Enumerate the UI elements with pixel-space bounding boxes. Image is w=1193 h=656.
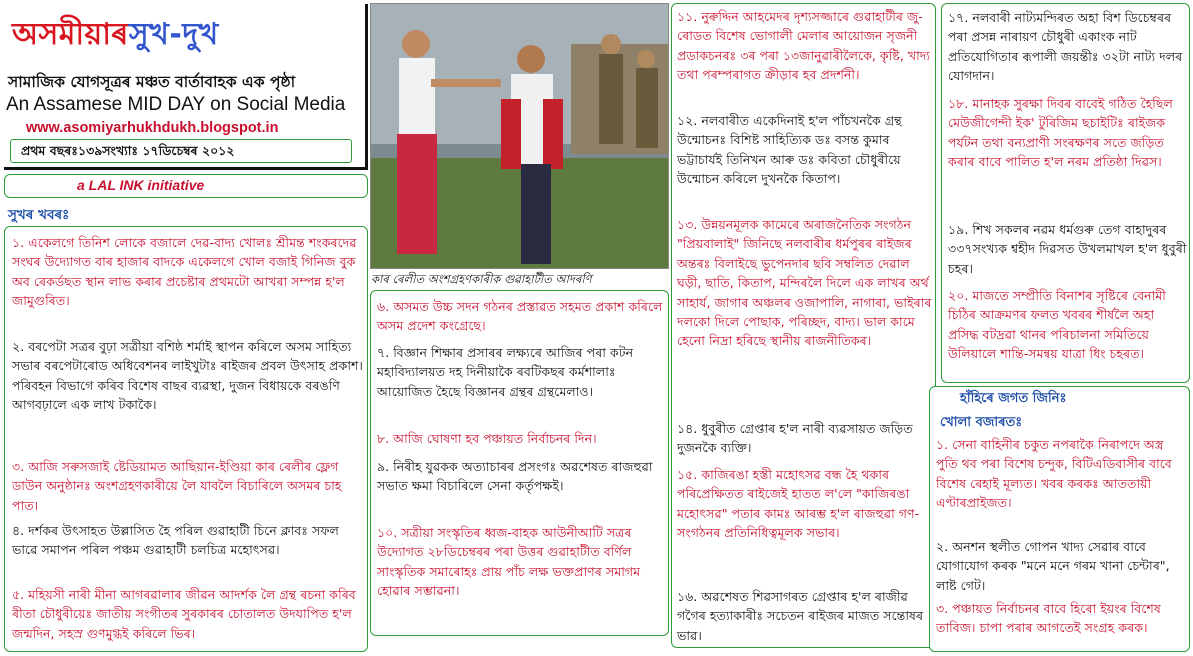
news-item: ১৮. মানাহক সুৰক্ষা দিবৰ বাবেই গঠিত হৈছিল মেউজীগেন্দী ইক' টুৰিজিম ছচাইটিঃ ৰাইজক পৰ্যটন তথা বন্যপ্ৰাণী সংৰক্ষণৰ সতে জড়িত কৰাৰ বাবে পালিত হ'ল নৰম প্ৰতিষ্ঠা দিৱস। <box>948 96 1173 170</box>
news-item: ৩. আজি সৰুসজাই ষ্টেডিয়ামত আছিয়ান-ইণ্ডিয়া কাৰ ৰেলীৰ ফ্লেগ ডাউন অনুষ্ঠানঃ অংশগ্ৰহণকাৰীয়ে লৈ যাবলৈ বিচাৰিলে অসমৰ চাহ পাত। <box>12 459 342 513</box>
news-box-col4 <box>941 3 1190 383</box>
news-item: ৭. বিজ্ঞান শিক্ষাৰ প্ৰসাৰৰ লক্ষ্যৰে আজিৰ পৰা কটন মহাবিদ্যালয়ত দহ দিনীয়াকৈ ৰবটিকছৰ কৰ্মশালাঃ আয়োজিত হৈছে বিজ্ঞানৰ গ্ৰন্থৰ গ্ৰন্থমেলাও। <box>377 345 634 399</box>
ad-item: ৩. পঞ্চায়ত নিৰ্বাচনৰ বাবে হিৰো ইয়ংৰ বিশেষ তাবিজ। চাপা পৰাৰ আগতেই সংগ্ৰহ কৰক। <box>936 601 1161 636</box>
ad-item: ২. অনশন স্থলীত গোপন খাদ্য সেৱাৰ বাবে যোগাযোগ কৰক "মনে মনে গৰম খানা চেন্টাৰ", লাষ্ট গেট। <box>936 539 1170 593</box>
news-item: ১২. নলবাৰীত একেদিনাই হ'ল পাঁচখনকৈ গ্ৰন্থ উন্মোচনঃ বিশিষ্ট সাহিত্যিক ডঃ বসন্ত কুমাৰ ভট্টাচাৰ্যই তিনিখন আৰু ডঃ কবিতা চৌধুৰীয়ে উন্মোচন কৰিলে দুখনকৈ কিতাপ। <box>677 113 902 187</box>
photo-illustration <box>371 4 669 269</box>
humour-heading: হাঁহিৰে জগত জিনিঃ <box>960 391 1067 406</box>
news-item: ১. একেলগে তিনিশ লোকে বজালে দেৱ-বাদ্য খোলঃ শ্ৰীমন্ত শংকৰদেৱ সংঘৰ উদ্যোগত বাৰ হাজাৰ বাদকে একেলগে খোল বজাই গিনিজ বুক অব ৰেকৰ্ডছত স্থান লাভ কৰাৰ প্ৰচেষ্টাৰ প্ৰথমটো আখৰা সম্পন্ন হ'ল জামুগুৰিত। <box>12 235 357 309</box>
news-box-col2 <box>370 290 669 636</box>
news-item: ১০. সত্ৰীয়া সংস্কৃতিৰ ধ্বজ-বাহক আউনীআটি সত্ৰৰ উদ্যোগত ২৮ডিচেম্বৰৰ পৰা উত্তৰ গুৱাহাটীত বৰ্ণিল সাংস্কৃতিক সমাৰোহঃ প্ৰায় পাঁচ লক্ষ ভক্তপ্ৰাণৰ সমাগম হোৱাৰ সম্ভাৱনা। <box>377 525 641 599</box>
tagline-english: An Assamese MID DAY on Social Media <box>6 94 346 115</box>
photo-caption: কাৰ ৰেলীত অংশগ্ৰহণকাৰীক গুৱাহাটীত আদৰণি <box>371 272 592 286</box>
news-item: ১৫. কাজিৰঙা হস্তী মহোৎসৱ বন্ধ হৈ থকাৰ পৰিপ্ৰেক্ষিতত ৰাইজেই হাতত ল'লে "কাজিৰঙা মহোৎসৱ" পতাৰ কামঃ আৰম্ভ হ'ল ৰাজহুৱা গণ-সংগঠনৰ প্ৰতিনিধিত্বমূলক সভাৰ। <box>677 467 920 541</box>
news-item: ১৪. ধুবুৰীত গ্ৰেপ্তাৰ হ'ল নাৰী ব্যৱসায়ত জড়িত দুজনকৈ ব্যক্তি। <box>677 421 913 456</box>
initiative-banner <box>4 174 368 198</box>
news-photo <box>370 3 669 269</box>
news-list-col4 <box>948 8 1187 366</box>
news-item: ১৭. নলবাৰী নাট্যমন্দিৰত অহা বিশ ডিচেম্বৰৰ পৰা প্ৰসন্ন নাৰায়ণ চৌধুৰী একাংক নাট প্ৰতিযোগিতাৰ ৰূপালী জয়ন্তীঃ ৩২টা নাট্য দলৰ যোগদান। <box>948 10 1183 84</box>
issue-info: প্ৰথম বছৰঃ১৩৯সংখ্যাঃ ১৭ডিচেম্বৰ ২০১২ <box>10 139 352 163</box>
news-item: ৯. নিৰীহ যুৱকক অত্যাচাৰৰ প্ৰসংগঃ অৱশেষত ৰাজহুৱা সভাত ক্ষমা বিচাৰিলে সেনা কৰ্তৃপক্ষই। <box>377 459 653 494</box>
news-item: ১৬. অৱশেষত শিৱসাগৰত গ্ৰেপ্তাৰ হ'ল ৰাজীৱ গগৈৰ হত্যাকাৰীঃ সচেতন ৰাইজৰ মাজত সন্তোষৰ ভাৱ। <box>677 589 924 643</box>
title-part-2: সুখ-দুখ <box>128 17 219 52</box>
news-item: ২. বৰপেটা সত্ৰৰ বুঢ়া সত্ৰীয়া বশিষ্ঠ শৰ্মাই স্থাপন কৰিলে অসম সাহিত্য সভাৰ বৰপেটাৰোড অধিবেশনৰ লাইখুটাঃ ৰাইজৰ প্ৰবল উৎসাহ প্ৰকাশ। পৰিবহন বিভাগে কৰিব বিশেষ বাছৰ ব্যৱস্থা, দুজন বিধায়কে বৰঙণি আগবঢ়ালে এক লাখ টকাকৈ। <box>12 339 363 413</box>
news-item: ১১. নুৰুদ্দিন আহমেদৰ দৃশ্যসজ্জাৰে গুৱাহাটীৰ জু-ৰোডত বিশেষ ভোগালী মেলাৰ আয়োজন সৃজনী প্ৰডাকচনৰঃ ৩ৰ পৰা ১৩জানুৱাৰীলৈকে, কৃষ্টি, খাদ্য তথা পৰম্পৰাগত ক্ৰীড়াৰ হব প্ৰদৰ্শনী। <box>677 9 931 83</box>
news-list-col2 <box>377 297 665 603</box>
tagline-assamese: সামাজিক যোগসূত্ৰৰ মঞ্চত বাৰ্তাবাহক এক পৃষ্ঠা <box>8 73 296 91</box>
news-item: ১৩. উন্নয়নমূলক কামেৰে অৰাজনৈতিক সংগঠন "প্ৰিয়বালাই" জিনিছে নলবাৰীৰ ধৰ্মপুৰৰ ৰাইজৰ অন্তৰঃ বিলাইছে ভুপেনদাৰ ছবি সম্বলিত দেৱাল ঘড়ী, ছাতি, কিতাপ, মন্দিৰলৈ দিলে এক লাখৰ অৰ্থ সাহাৰ্য, জাগাৰ অঞ্চলৰ ওজাপালি, নাগাৰা, ভাইৰাৰ দলকো দিলে পোছাক, পৰিচ্ছদ, বাদ্য। ভাল কামে হেনো নিদ্ৰা হৰিছে স্থানীয় ৰাজনীতিকৰ। <box>677 217 932 349</box>
title-part-1: অসমীয়াৰ <box>12 17 129 52</box>
initiative-text: a LAL INK initiative <box>77 177 205 193</box>
news-item: ৮. আজি ঘোষণা হব পঞ্চায়ত নিৰ্বাচনৰ দিন। <box>377 431 597 446</box>
ads-list <box>936 435 1186 640</box>
news-list-col3 <box>677 7 933 647</box>
open-market-heading: খোলা বজাৰতঃ <box>940 415 1023 430</box>
news-item: ১৯. শিখ সকলৰ নৱম ধৰ্মগুৰু তেগ বাহাদুৰৰ ৩৩৭সংখ্যক শ্বহীদ দিৱসত উখলমাখল হ'ল ধুবুৰী চহৰ। <box>948 222 1187 276</box>
news-item: ৫. মহিয়সী নাৰী মীনা আগৰৱালাৰ জীৱন আদৰ্শক লৈ গ্ৰন্থ ৰচনা কৰিব ৰীতা চৌধুৰীয়েঃ জাতীয় সংগীতৰ সুৰকাৰৰ চোতালত উদযাপিত হ'ল জন্মদিন, সহস্ৰ গুণমুগ্ধই কৰিলে ভিৰ। <box>12 587 356 641</box>
news-item: ৬. অসমত উচ্চ সদন গঠনৰ প্ৰস্তাৱত সহমত প্ৰকাশ কৰিলে অসম প্ৰদেশ কংগ্ৰেছে। <box>377 299 663 334</box>
blog-url-link[interactable]: www.asomiyarhukhdukh.blogspot.in <box>26 120 279 136</box>
ad-item: ১. সেনা বাহিনীৰ চকুত নপৰাকৈ নিৰাপদে অস্ত্ৰ পুতি থব পৰা বিশেষ চন্দুক, বিটিএডিবাসীৰ বাবে বিশেষ ৰেহাই মূল্যত। খবৰ কৰকঃ আততায়ী এণ্টাৰপ্ৰাইজত। <box>936 437 1172 511</box>
masthead <box>4 4 368 170</box>
news-item: ৪. দৰ্শকৰ উৎসাহত উল্লাসিত হৈ পৰিল গুৱাহাটী চিনে ক্লাবঃ সফল ভাৱে সমাপন পৰিল পঞ্চম গুৱাহাটী চলচিত্ৰ মহোৎসৱ। <box>12 523 339 558</box>
humour-box <box>929 386 1190 652</box>
good-news-box <box>4 226 368 652</box>
good-news-list <box>12 233 364 645</box>
news-box-col3 <box>671 3 936 648</box>
news-item: ২০. মাজতে সম্প্ৰীতি বিনাশৰ সৃষ্টিৰে বেনামী চিঠিৰ আক্ৰমণৰ ফলত খবৰৰ শীৰ্ষলৈ অহা প্ৰসিদ্ধ বটদ্ৰৱা থানৰ পৰিচালনা সমিতিয়ে উলিয়ালে শান্তি-সমন্বয় যাত্ৰা ধিং চহৰত। <box>948 288 1166 362</box>
newspaper-title <box>12 10 219 61</box>
good-news-heading: সুখৰ খবৰঃ <box>8 207 70 223</box>
